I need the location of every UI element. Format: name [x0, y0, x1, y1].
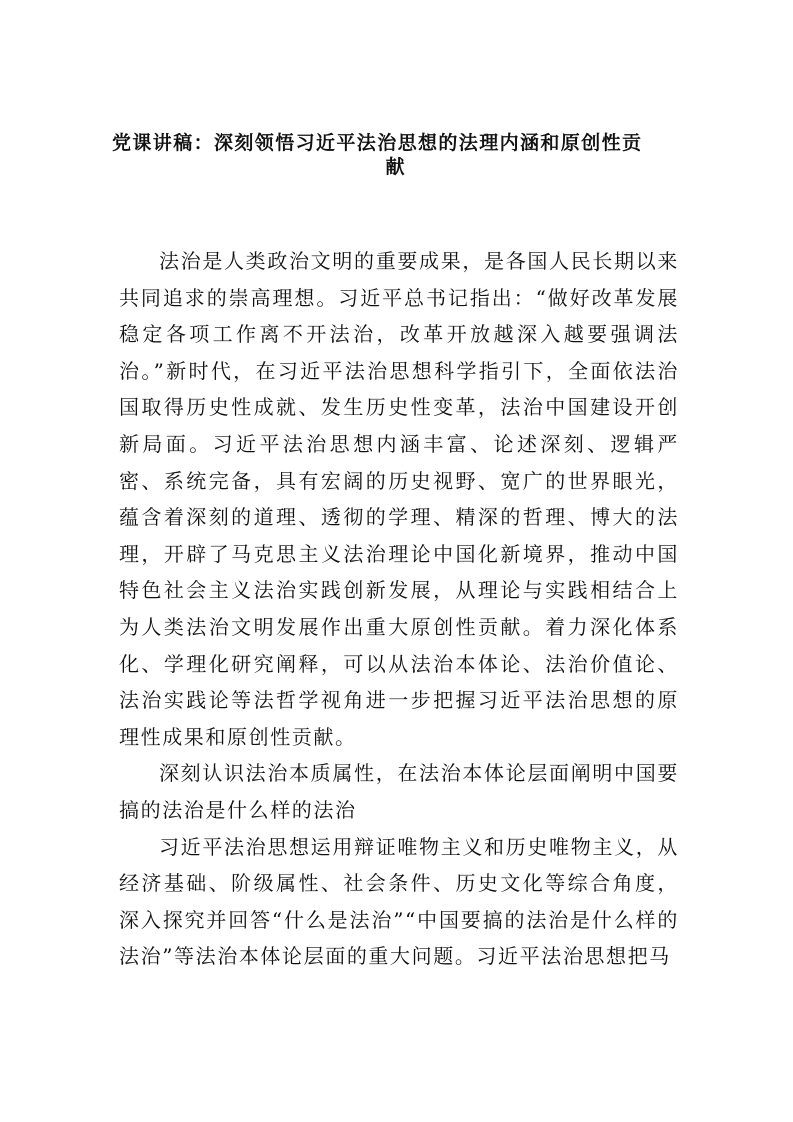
document-body: [119, 243, 679, 975]
paragraph-intro: 法治是人类政治文明的重要成果，是各国人民长期以来共同追求的崇高理想。习近平总书记指出：“做好改革发展稳定各项工作离不开法治，改革开放越深入越要强调法治。”新时代，在习近平法治思想科学指引下，全面依法治国取得历史性成就、发生历史性变革，法治中国建设开创新局面。习近平法治思想内涵丰富、论述深刻、逻辑严密、系统完备，具有宏阔的历史视野、宽广的世界眼光，蕴含着深刻的道理、透彻的学理、精深的哲理、博大的法理，开辟了马克思主义法治理论中国化新境界，推动中国特色社会主义法治实践创新发展，从理论与实践相结合上为人类法治文明发展作出重大原创性贡献。着力深化体系化、学理化研究阐释，可以从法治本体论、法治价值论、法治实践论等法哲学视角进一步把握习近平法治思想的原理性成果和原创性贡献。: [119, 249, 679, 749]
document-title-line-1: 党课讲稿：深刻领悟习近平法治思想的法理内涵和原创性贡: [112, 132, 643, 154]
paragraph-body: 习近平法治思想运用辩证唯物主义和历史唯物主义，从经济基础、阶级属性、社会条件、历史文化等综合角度，深入探究并回答“什么是法治”“中国要搞的法治是什么样的法治”等法治本体论层面的重大问题。习近平法治思想把马: [119, 834, 679, 969]
document-title-line-2: 献: [385, 156, 405, 178]
section-heading: 深刻认识法治本质属性，在法治本体论层面阐明中国要搞的法治是什么样的法治: [119, 761, 679, 822]
